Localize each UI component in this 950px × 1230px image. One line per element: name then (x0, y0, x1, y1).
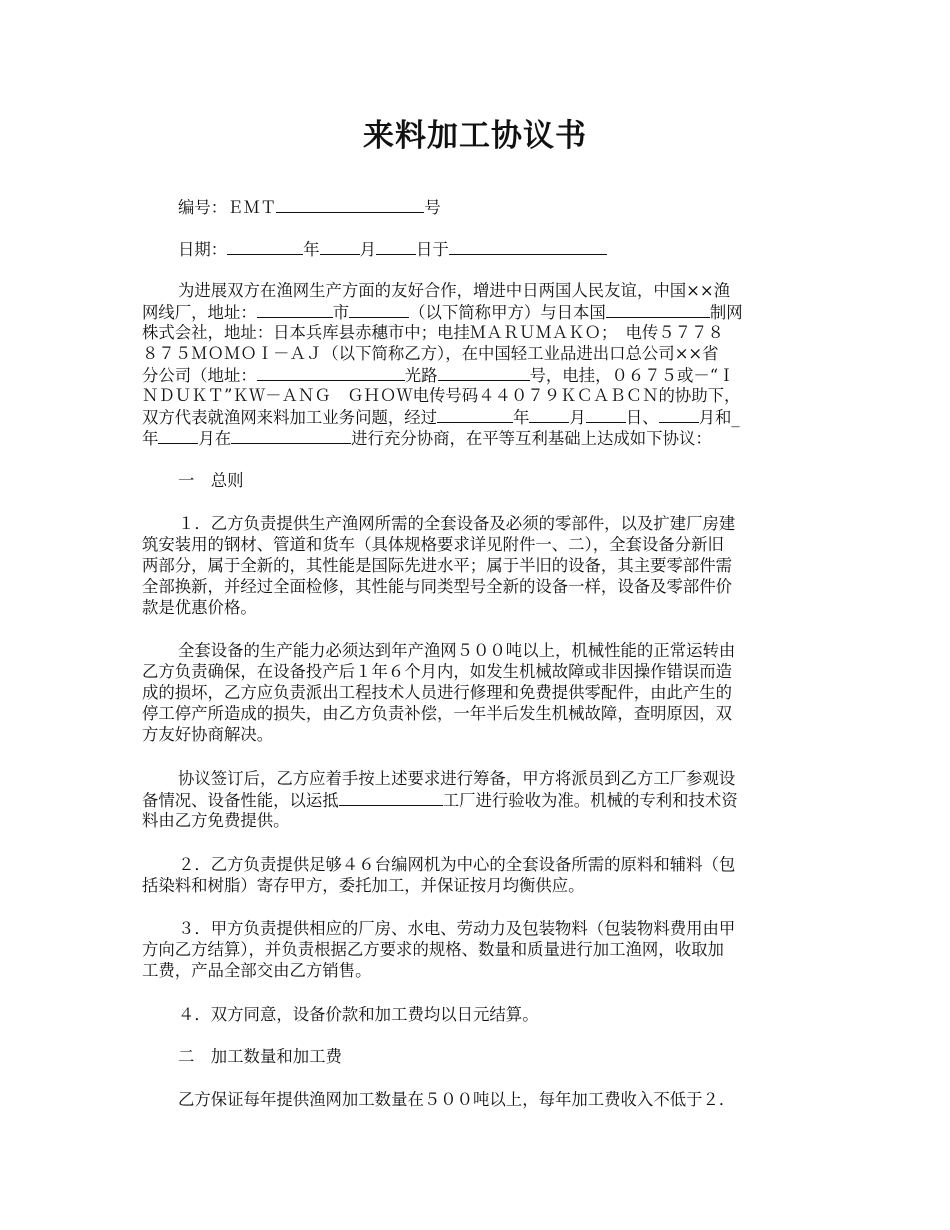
date-month-label: 月 (359, 240, 376, 259)
date-day-label: 日于 (415, 240, 449, 259)
intro-l2-party-a: （以下简称甲方）与日本国 (409, 303, 606, 322)
contract-number-suffix: 号 (424, 198, 441, 217)
intro-l2-zhiwang: 制网 (709, 303, 743, 322)
intro-line-4: ８７５ＭＯＭＯＩ－ＡＪ（以下简称乙方），在中国轻工业品进出口总公司××省 (142, 344, 719, 363)
intro-l7-year: 年 (513, 408, 530, 427)
intro-line-2 (142, 301, 818, 323)
intro-l5-road: 光路 (404, 366, 438, 385)
s1-p3-destination-blank (339, 789, 443, 806)
date-day-blank (376, 238, 416, 255)
s1-p1-line-5: 款是优惠价格。 (142, 598, 257, 617)
intro-line-5 (142, 364, 818, 386)
s1-p1-line-1: １．乙方负责提供生产渔网所需的全套设备及必须的零部件，以及扩建厂房建 (178, 514, 736, 533)
intro-l8-year: 年 (142, 429, 159, 448)
contract-date-line (178, 238, 854, 260)
intro-meeting-month2-blank (659, 406, 699, 423)
date-year-blank (227, 238, 303, 255)
date-year-label: 年 (303, 240, 320, 259)
s1-p3-line-2 (142, 789, 818, 811)
intro-l7-day: 日、 (625, 408, 659, 427)
intro-road-blank (257, 364, 405, 381)
intro-meeting-place-blank (231, 427, 351, 444)
s1-p1-line-4: 全部换新，并经过全面检修，其性能与同类型号全新的设备一样，设备及零部件价 (142, 577, 733, 596)
s1-p2-line-4: 停工停产所造成的损失，由乙方负责补偿，一年半后发生机械故障，查明原因，双 (142, 704, 733, 723)
intro-line-1: 为进展双方在渔网生产方面的友好合作，增进中日两国人民友谊，中国××渔 (178, 281, 730, 300)
s1-p3-line-1: 协议签订后，乙方应着手按上述要求进行筹备，甲方将派员到乙方工厂参观设 (178, 769, 736, 788)
contract-number-blank (276, 196, 424, 213)
s1-p5-line-2: 方向乙方结算），并负责根据乙方要求的规格、数量和质量进行加工渔网，收取加 (142, 940, 724, 959)
intro-line-6: ＮＤＵＫＴ”ＫＷ－ＡＮＧ ＧＨＯＷ电传号码４４０７９ＫＣＡＢＣＮ的协助下， (142, 386, 741, 405)
s1-p2-line-2: 乙方负责确保，在设备投产后１年６个月内，如发生机械故障或非因操作错误而造 (142, 662, 733, 681)
s1-p3-line-3: 料由乙方免费提供。 (142, 811, 290, 830)
date-label: 日期： (178, 240, 228, 259)
intro-number-blank (438, 364, 530, 381)
intro-meeting-day-blank (586, 406, 626, 423)
s1-p2-line-3: 成的损坏，乙方应负责派出工程技术人员进行修理和免费提供零配件，由此产生的 (142, 683, 733, 702)
intro-line-3: 株式会社，地址：日本兵库县赤穗市中；电挂ＭＡＲＵＭＡＫＯ； 电传５７７８ (142, 323, 724, 342)
s1-p1-line-2: 筑安装用的钢材、管道和货车（具体规格要求详见附件一、二），全套设备分新旧 (142, 535, 724, 554)
intro-city-blank (257, 301, 333, 318)
s1-p4-line-2: 括染料和树脂）寄存甲方，委托加工，并保证按月均衡供应。 (142, 876, 585, 895)
s1-p2-line-1: 全套设备的生产能力必须达到年产渔网５００吨以上，机械性能的正常运转由 (178, 641, 736, 660)
intro-meeting-year-blank (437, 406, 513, 423)
intro-l7-text: 双方代表就渔网来料加工业务问题，经过 (142, 408, 438, 427)
intro-meeting-month3-blank (158, 427, 198, 444)
intro-line-8 (142, 427, 818, 449)
s1-p3-text-a: 备情况、设备性能，以运抵 (142, 791, 339, 810)
contract-number-label: 编号：ＥＭＴ (178, 198, 277, 217)
s1-p6-line-1: ４．双方同意，设备价款和加工费均以日元结算。 (178, 1005, 539, 1024)
intro-l7-month: 月 (569, 408, 586, 427)
section-2-heading: 二 加工数量和加工费 (178, 1047, 342, 1066)
intro-line-7 (142, 406, 818, 428)
s1-p1-line-3: 两部分，属于全新的，其性能是国际先进水平；属于半旧的设备，其主要零部件需 (142, 556, 733, 575)
s1-p3-text-b: 工厂进行验收为准。机械的专利和技术资 (442, 791, 738, 810)
intro-l7-month-and: 月和_ (698, 408, 740, 427)
intro-district-blank (349, 301, 409, 318)
s1-p4-line-1: ２．乙方负责提供足够４６台编网机为中心的全套设备所需的原料和辅料（包 (178, 855, 736, 874)
s2-p1-line-1: 乙方保证每年提供渔网加工数量在５００吨以上，每年加工费收入不低于２． (178, 1090, 736, 1109)
contract-number-line (178, 196, 854, 218)
intro-l5-address-label: 分公司（地址： (142, 366, 257, 385)
section-1-heading: 一 总则 (178, 471, 244, 490)
intro-l5-cable: 号，电挂，０６７５或－“Ｉ (529, 366, 735, 385)
s1-p2-line-5: 方友好协商解决。 (142, 725, 274, 744)
intro-l8-text: 进行充分协商，在平等互利基础上达成如下协议： (351, 429, 712, 448)
date-month-blank (320, 238, 360, 255)
intro-company-blank (606, 301, 710, 318)
intro-l8-month-at: 月在 (198, 429, 232, 448)
date-place-blank (449, 238, 607, 255)
s1-p5-line-3: 工费，产品全部交由乙方销售。 (142, 961, 372, 980)
document-title: 来料加工协议书 (363, 118, 587, 154)
s1-p5-line-1: ３．甲方负责提供相应的厂房、水电、劳动力及包装物料（包装物料费用由甲 (178, 919, 736, 938)
intro-l2-address-label: 网线厂，地址： (142, 303, 257, 322)
intro-l2-city: 市 (332, 303, 350, 322)
intro-meeting-month-blank (529, 406, 569, 423)
